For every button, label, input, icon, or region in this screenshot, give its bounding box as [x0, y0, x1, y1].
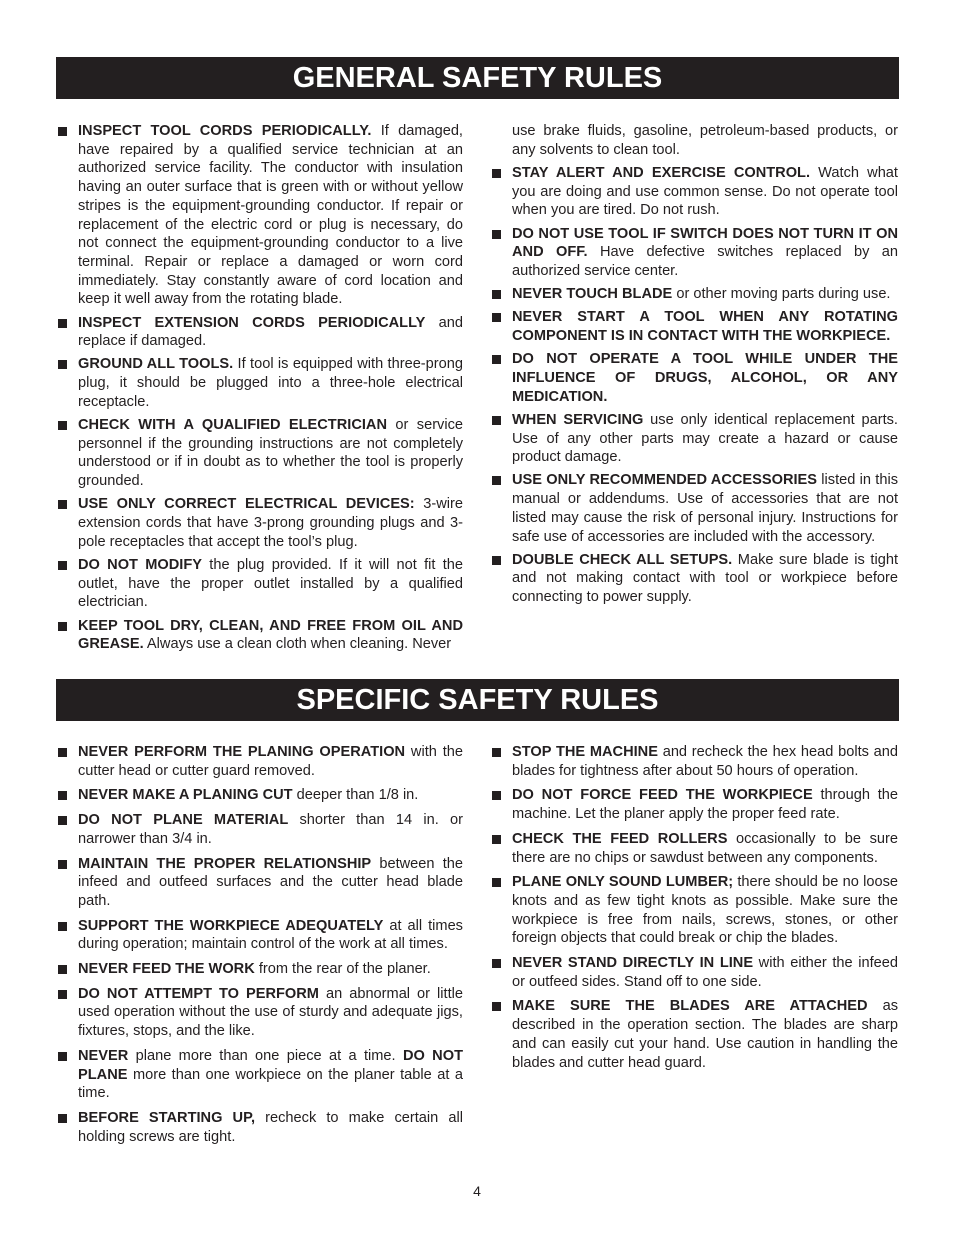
rule-keyword: INSPECT EXTENSION CORDS PERIODICALLY [78, 314, 426, 331]
rule-item [490, 830, 898, 867]
rule-keyword: KEEP TOOL DRY, CLEAN, AND FREE FROM OIL AND GREASE. [78, 617, 463, 653]
rule-item [56, 743, 463, 780]
rule-item [490, 471, 898, 546]
rule-item [56, 355, 463, 411]
rule-text: shorter than 14 in. or narrower than 3/4 in. [78, 812, 463, 847]
square-bullet-icon [492, 556, 501, 565]
rule-item [490, 285, 898, 304]
rule-text: listed in this manual or addendums. Use of accessories that are not listed may cause the risk of personal injury. Instructions for safe use of accessories are included with the accessory. [512, 472, 898, 545]
square-bullet-icon [492, 355, 501, 364]
specific-rules-right-column [490, 743, 898, 1078]
rule-text: there should be no loose knots and as few tight knots as possible. Make sure the workpiece is free from nails, screws, stones, or other foreign objects that could break or chip the blades. [512, 874, 898, 947]
square-bullet-icon [58, 622, 67, 631]
rule-text: the plug provided. If it will not fit the outlet, have the proper outlet installed by a qualified electrician. [78, 556, 463, 611]
rule-text: Always use a clean cloth when cleaning. Never [143, 636, 452, 653]
rule-item [490, 411, 898, 467]
rule-item [56, 416, 463, 491]
rule-item [490, 164, 898, 220]
rule-item [490, 786, 898, 823]
rule-text: If tool is equipped with three-prong plug, it should be plugged into a three-hole electrical receptacle. [78, 356, 463, 410]
rule-item [56, 985, 463, 1041]
page-number: 4 [473, 1183, 481, 1199]
rule-keyword: DO NOT OPERATE A TOOL WHILE UNDER THE INFLUENCE OF DRUGS, ALCOHOL, OR ANY MEDICATION. [512, 351, 898, 405]
rule-keyword: DO NOT PLANE [78, 1047, 463, 1083]
rule-keyword: WHEN SERVICING [512, 411, 644, 428]
square-bullet-icon [58, 748, 67, 757]
rule-keyword: NEVER TOUCH BLADE [512, 286, 673, 303]
rule-item [56, 855, 463, 911]
rule-text: more than one workpiece on the planer table at a time. [78, 1066, 463, 1102]
square-bullet-icon [492, 748, 501, 757]
square-bullet-icon [492, 416, 501, 425]
rule-text: Have defective switches replaced by an authorized service center. [512, 244, 898, 279]
rule-text: and recheck the hex head bolts and blades for tightness after about 50 hours of operation. [512, 744, 898, 779]
rule-item [490, 873, 898, 948]
rule-text: and replace if damaged. [78, 314, 464, 350]
rule-keyword: CHECK THE FEED ROLLERS [512, 830, 728, 847]
square-bullet-icon [492, 169, 501, 178]
square-bullet-icon [58, 319, 67, 328]
rule-keyword: DO NOT USE TOOL IF SWITCH DOES NOT TURN IT ON AND OFF. [512, 225, 898, 261]
rule-text: plane more than one piece at a time. [128, 1047, 403, 1064]
rule-item [490, 954, 898, 991]
rule-item [490, 551, 898, 607]
square-bullet-icon [58, 1052, 67, 1061]
rule-keyword: PLANE ONLY SOUND LUMBER; [512, 874, 734, 891]
rule-text: Watch what you are doing and use common sense. Do not operate tool when you are tired. Do not rush. [512, 164, 898, 219]
square-bullet-icon [492, 476, 501, 485]
rule-text: recheck to make certain all holding screws are tight. [78, 1109, 463, 1145]
rule-item [490, 350, 898, 406]
square-bullet-icon [492, 835, 501, 844]
square-bullet-icon [492, 313, 501, 322]
rule-text: at all times during operation; maintain control of the work at all times. [78, 917, 463, 953]
rule-item [56, 617, 463, 654]
rule-item [56, 960, 463, 979]
square-bullet-icon [58, 1114, 67, 1123]
rule-item [56, 811, 463, 848]
rule-keyword: DO NOT FORCE FEED THE WORKPIECE [512, 787, 813, 804]
rule-keyword: NEVER [78, 1047, 129, 1064]
general-safety-rules-heading: GENERAL SAFETY RULES [56, 57, 899, 99]
rule-text: an abnormal or little used operation without the use of sturdy and adequate jigs, fixtures, stops, and the like. [78, 985, 463, 1040]
rule-keyword: INSPECT TOOL CORDS PERIODICALLY. [78, 123, 372, 139]
rule-keyword: USE ONLY RECOMMENDED ACCESSORIES [512, 472, 818, 489]
rule-item [56, 556, 463, 612]
general-rules-right-column [490, 122, 898, 611]
rule-text: between the infeed and outfeed surfaces and the cutter head blade path. [78, 855, 463, 909]
square-bullet-icon [492, 959, 501, 968]
rule-text: deeper than 1/8 in. [292, 787, 419, 804]
rule-keyword: NEVER STAND DIRECTLY IN LINE [512, 955, 754, 972]
square-bullet-icon [58, 791, 67, 800]
rule-text: with either the infeed or outfeed sides. Stand off to one side. [512, 955, 898, 990]
square-bullet-icon [492, 290, 501, 299]
rule-text: use only identical replacement parts. Use of any other parts may create a hazard or cause product damage. [512, 411, 898, 466]
rule-text: as described in the operation section. The blades are sharp and can easily cut your hand. Use caution in handling the blades and cutter head guard. [512, 998, 899, 1071]
rule-item [56, 1047, 463, 1103]
rule-text: with the cutter head or cutter guard removed. [78, 744, 463, 779]
specific-rules-left-column [56, 743, 463, 1152]
square-bullet-icon [492, 791, 501, 800]
rule-text: If damaged, have repaired by a qualified service technician at an authorized service facility. The conductor with insulation having an outer surface that is green with or without yellow stripes is the equipment-grounding conductor. If repair or replacement of the electric cord or plug is necessary, do not connect the equipment-grounding conductor to a live terminal. Repair or replace a damaged or worn cord immediately. Stay constantly aware of cord location and keep it well away from the rotating blade. [78, 123, 463, 308]
square-bullet-icon [58, 421, 67, 430]
rule-keyword: SUPPORT THE WORKPIECE ADEQUATELY [78, 917, 384, 934]
square-bullet-icon [492, 1002, 501, 1011]
rule-keyword: NEVER MAKE A PLANING CUT [78, 787, 293, 804]
rule-keyword: NEVER FEED THE WORK [78, 961, 255, 978]
general-rules-left-column [56, 122, 463, 658]
rule-keyword: MAKE SURE THE BLADES ARE ATTACHED [512, 998, 868, 1015]
rule-keyword: DO NOT ATTEMPT TO PERFORM [78, 985, 319, 1002]
rule-item [490, 308, 898, 345]
rule-item [56, 786, 463, 805]
rule-text: or service personnel if the grounding instructions are not completely understood or if in doubt as to whether the tool is properly grounded. [78, 417, 464, 490]
rule-keyword: DO NOT MODIFY [78, 556, 202, 573]
square-bullet-icon [58, 860, 67, 869]
square-bullet-icon [58, 500, 67, 509]
continued-text: use brake fluids, gasoline, petroleum-based products, or any solvents to clean tool. [512, 123, 898, 158]
rule-text: occasionally to be sure there are no chips or sawdust between any components. [512, 830, 898, 866]
rule-item [56, 122, 463, 309]
square-bullet-icon [58, 360, 67, 369]
rule-item [56, 495, 463, 551]
rule-text: Make sure blade is tight and not making contact with tool or workpiece before connecting to power supply. [512, 551, 898, 606]
rule-item [490, 743, 898, 780]
rule-item [56, 917, 463, 954]
rule-keyword: GROUND ALL TOOLS. [78, 356, 234, 373]
general-rules-right-list [490, 164, 898, 607]
rule-item [56, 314, 463, 351]
square-bullet-icon [58, 127, 67, 136]
rule-text: from the rear of the planer. [254, 961, 431, 978]
rule-keyword: CHECK WITH A QUALIFIED ELECTRICIAN [78, 417, 387, 434]
rule-keyword: BEFORE STARTING UP, [78, 1109, 256, 1126]
square-bullet-icon [492, 878, 501, 887]
square-bullet-icon [58, 922, 67, 931]
rule-item [490, 225, 898, 281]
rule-keyword: MAINTAIN THE PROPER RELATIONSHIP [78, 855, 372, 872]
rule-keyword: NEVER START A TOOL WHEN ANY ROTATING COMPONENT IS IN CONTACT WITH THE WORKPIECE. [512, 309, 898, 345]
square-bullet-icon [58, 990, 67, 999]
square-bullet-icon [492, 230, 501, 239]
rule-keyword: DOUBLE CHECK ALL SETUPS. [512, 551, 733, 568]
specific-safety-rules-heading: SPECIFIC SAFETY RULES [56, 679, 899, 721]
square-bullet-icon [58, 816, 67, 825]
square-bullet-icon [58, 561, 67, 570]
square-bullet-icon [58, 965, 67, 974]
rule-keyword: STAY ALERT AND EXERCISE CONTROL. [512, 164, 811, 181]
rule-keyword: STOP THE MACHINE [512, 744, 658, 760]
rule-text: 3-wire extension cords that have 3-prong grounding plugs and 3-pole receptacles that accept the tool’s plug. [78, 496, 464, 550]
rule-item [56, 1109, 463, 1146]
rule-keyword: DO NOT PLANE MATERIAL [78, 812, 289, 829]
rule-text: through the machine. Let the planer apply the proper feed rate. [512, 787, 898, 823]
rule-text: or other moving parts during use. [672, 286, 891, 303]
rule-keyword: USE ONLY CORRECT ELECTRICAL DEVICES: [78, 496, 415, 513]
rule-item [490, 997, 898, 1072]
rule-keyword: NEVER PERFORM THE PLANING OPERATION [78, 744, 406, 760]
